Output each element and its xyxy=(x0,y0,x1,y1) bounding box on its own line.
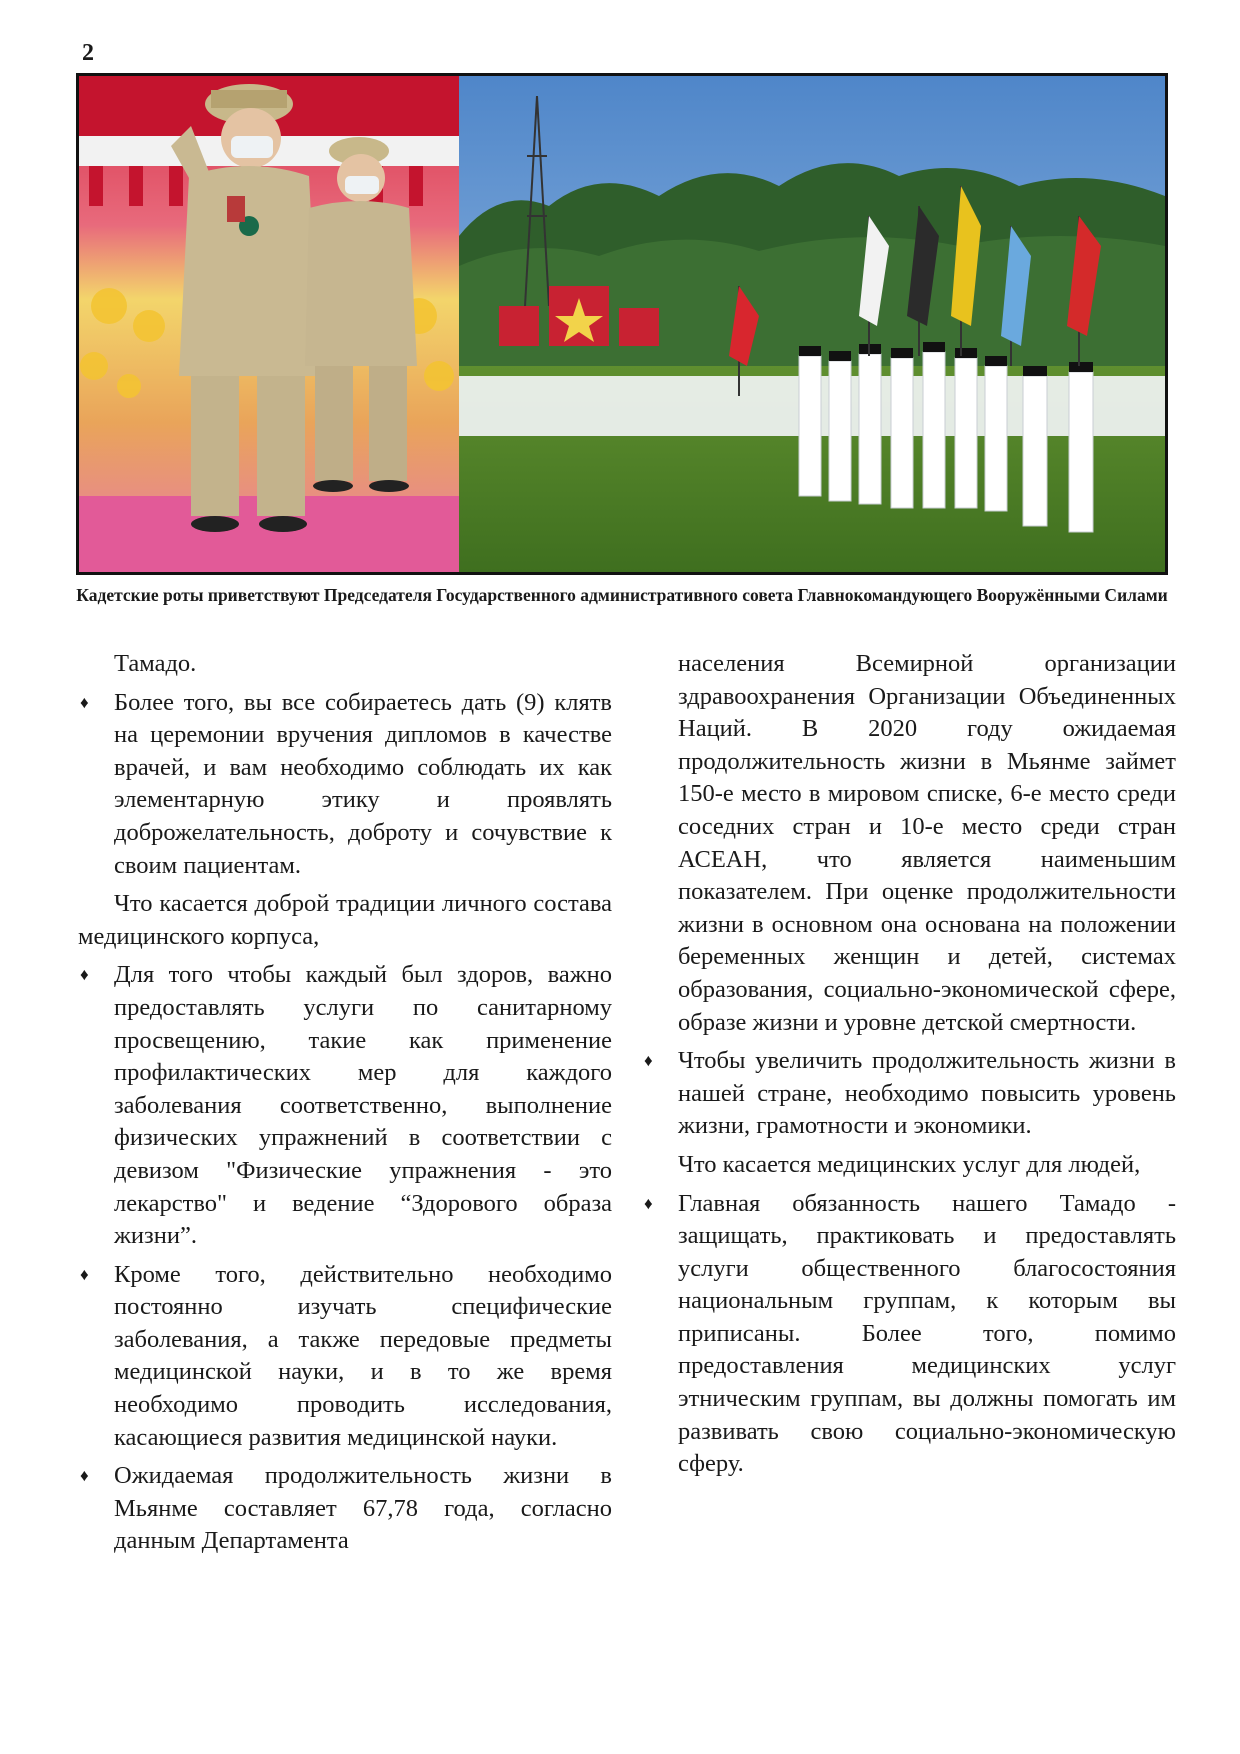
bullet-text: Для того чтобы каждый был здоров, важно предоставлять услуги по санитарному просвещению, такие как применение профилактических мер для каждого заболевания соответственно, выполнение физических упражнений в соответствии с девизом "Физические упражнения - это лекарство" и ведение “Здорового образа жизни”. xyxy=(114,961,612,1250)
left-column xyxy=(78,648,612,1564)
bullet-item xyxy=(642,1188,1176,1481)
paragraph: Что касается медицинских услуг для людей, xyxy=(678,1150,1141,1178)
photo-caption: Кадетские роты приветствуют Председателя Государственного административного совета Главнокомандующего Вооружёнными Силами xyxy=(76,585,1168,605)
continuation-text: населения Всемирной организации здравоохранения Организации Объединенных Наций. В 2020 году ожидаемая продолжительность жизни в Мьянме займет 150-е место в мировом списке, 6-е место среди соседних стран и 10-е место среди стран АСЕАН, что является наименьшим показателем. При оценке продолжительности жизни в основном она основана на положении беременных женщин и детей, системах образования, социально-экономической сфере, образе жизни и уровне детской смертности. xyxy=(678,650,1176,1036)
bullet-item xyxy=(642,1045,1176,1143)
bullet-text: Чтобы увеличить продолжительность жизни в нашей стране, необходимо повысить уровень жизни, грамотности и экономики. xyxy=(678,1047,1176,1140)
right-column xyxy=(642,648,1176,1487)
officials-saluting-photo xyxy=(79,76,459,572)
photo-frame xyxy=(76,73,1168,575)
bullet-text: Более того, вы все собираетесь дать (9) клятв на церемонии вручения дипломов в качестве врачей, и вам необходимо соблюдать их как элементарную этику и проявлять доброжелательность, доброту и сочувствие к своим пациентам. xyxy=(114,688,612,879)
page-number: 2 xyxy=(82,40,94,66)
paragraph: Что касается доброй традиции личного состава медицинского корпуса, xyxy=(78,890,612,950)
continuation-text: Тамадо. xyxy=(114,650,197,677)
cadet-parade-with-flags-photo xyxy=(459,76,1165,572)
bullet-diamond-icon: ♦ xyxy=(80,1264,89,1284)
bullet-diamond-icon: ♦ xyxy=(644,1193,653,1213)
bullet-item xyxy=(78,959,612,1252)
bullet-item xyxy=(78,687,612,883)
bullet-text: Кроме того, действительно необходимо постоянно изучать специфические заболевания, а также передовые предметы медицинской науки, и в то же время необходимо проводить исследования, касающиеся развития медицинской науки. xyxy=(114,1260,612,1451)
bullet-diamond-icon: ♦ xyxy=(80,692,89,712)
bullet-item xyxy=(78,1259,612,1455)
bullet-diamond-icon: ♦ xyxy=(80,1466,89,1486)
bullet-diamond-icon: ♦ xyxy=(80,965,89,985)
bullet-diamond-icon: ♦ xyxy=(644,1051,653,1071)
bullet-text: Главная обязанность нашего Тамадо - защищать, практиковать и предоставлять услуги общественного благосостояния национальным группам, к которым вы приписаны. Более того, помимо предоставления медицинских услуг этническим группам, вы должны помогать им развивать свою социально-экономическую сферу. xyxy=(678,1189,1176,1478)
bullet-item xyxy=(78,1460,612,1558)
bullet-text: Ожидаемая продолжительность жизни в Мьянме составляет 67,78 года, согласно данным Департамента xyxy=(114,1462,612,1555)
